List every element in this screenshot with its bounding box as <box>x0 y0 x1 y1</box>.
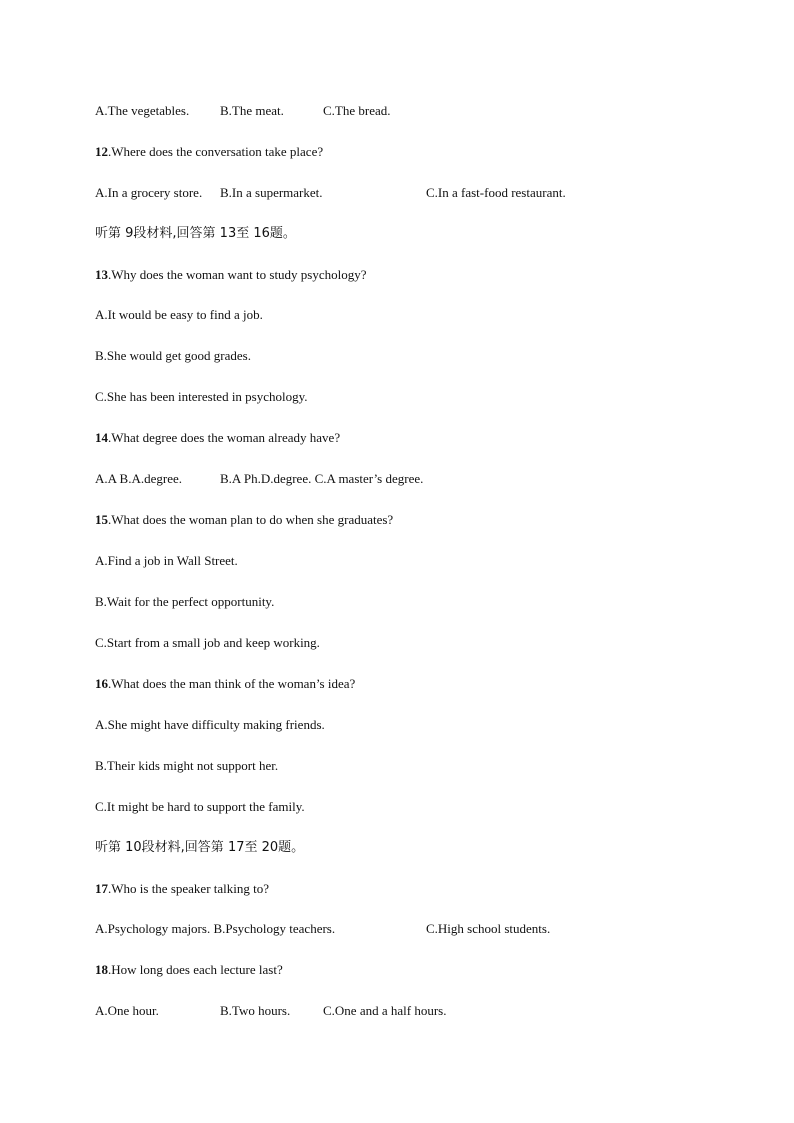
q11-option-c: C.The bread. <box>323 103 391 118</box>
q17-option-c: C.High school students. <box>426 921 551 936</box>
q18-option-a: A.One hour. <box>95 1003 159 1018</box>
q18-option-c: C.One and a half hours. <box>323 1003 447 1018</box>
q12-number: 12 <box>95 144 108 159</box>
q12-question <box>95 144 323 160</box>
section-10-heading: 听第 10段材料,回答第 17至 20题。 <box>95 840 305 855</box>
q13-text: .Why does the woman want to study psychology? <box>108 267 367 282</box>
q15-option-b: B.Wait for the perfect opportunity. <box>95 594 275 609</box>
q13-option-b: B.She would get good grades. <box>95 348 251 363</box>
q17-question <box>95 881 269 897</box>
q18-question <box>95 962 283 978</box>
q12-option-c: C.In a fast-food restaurant. <box>426 185 566 200</box>
q17-number: 17 <box>95 881 108 896</box>
q13-option-a: A.It would be easy to find a job. <box>95 307 263 322</box>
q14-option-bc: B.A Ph.D.degree. C.A master’s degree. <box>220 471 424 486</box>
q16-option-c: C.It might be hard to support the family. <box>95 799 305 814</box>
q15-option-c: C.Start from a small job and keep working. <box>95 635 320 650</box>
q12-text: .Where does the conversation take place? <box>108 144 324 159</box>
section-9-heading: 听第 9段材料,回答第 13至 16题。 <box>95 226 296 241</box>
q15-text: .What does the woman plan to do when she graduates? <box>108 512 394 527</box>
q17-option-ab: A.Psychology majors. B.Psychology teachers. <box>95 921 336 936</box>
q11-option-b: B.The meat. <box>220 103 284 118</box>
q11-option-a: A.The vegetables. <box>95 103 190 118</box>
q16-text: .What does the man think of the woman’s idea? <box>108 676 356 691</box>
q18-options <box>95 1003 447 1067</box>
q14-question <box>95 430 340 446</box>
q15-question <box>95 512 393 528</box>
q18-number: 18 <box>95 962 108 977</box>
q14-text: .What degree does the woman already have? <box>108 430 341 445</box>
q15-option-a: A.Find a job in Wall Street. <box>95 553 238 568</box>
q16-option-b: B.Their kids might not support her. <box>95 758 279 773</box>
q13-question <box>95 267 367 283</box>
q16-question <box>95 676 355 692</box>
q18-option-b: B.Two hours. <box>220 1003 291 1018</box>
q12-option-b: B.In a supermarket. <box>220 185 323 200</box>
q16-number: 16 <box>95 676 108 691</box>
q13-option-c: C.She has been interested in psychology. <box>95 389 308 404</box>
q12-option-a: A.In a grocery store. <box>95 185 203 200</box>
q17-text: .Who is the speaker talking to? <box>108 881 270 896</box>
q14-number: 14 <box>95 430 108 445</box>
q16-option-a: A.She might have difficulty making friends. <box>95 717 325 732</box>
q14-option-a: A.A B.A.degree. <box>95 471 183 486</box>
q15-number: 15 <box>95 512 108 527</box>
q18-text: .How long does each lecture last? <box>108 962 283 977</box>
q13-number: 13 <box>95 267 108 282</box>
